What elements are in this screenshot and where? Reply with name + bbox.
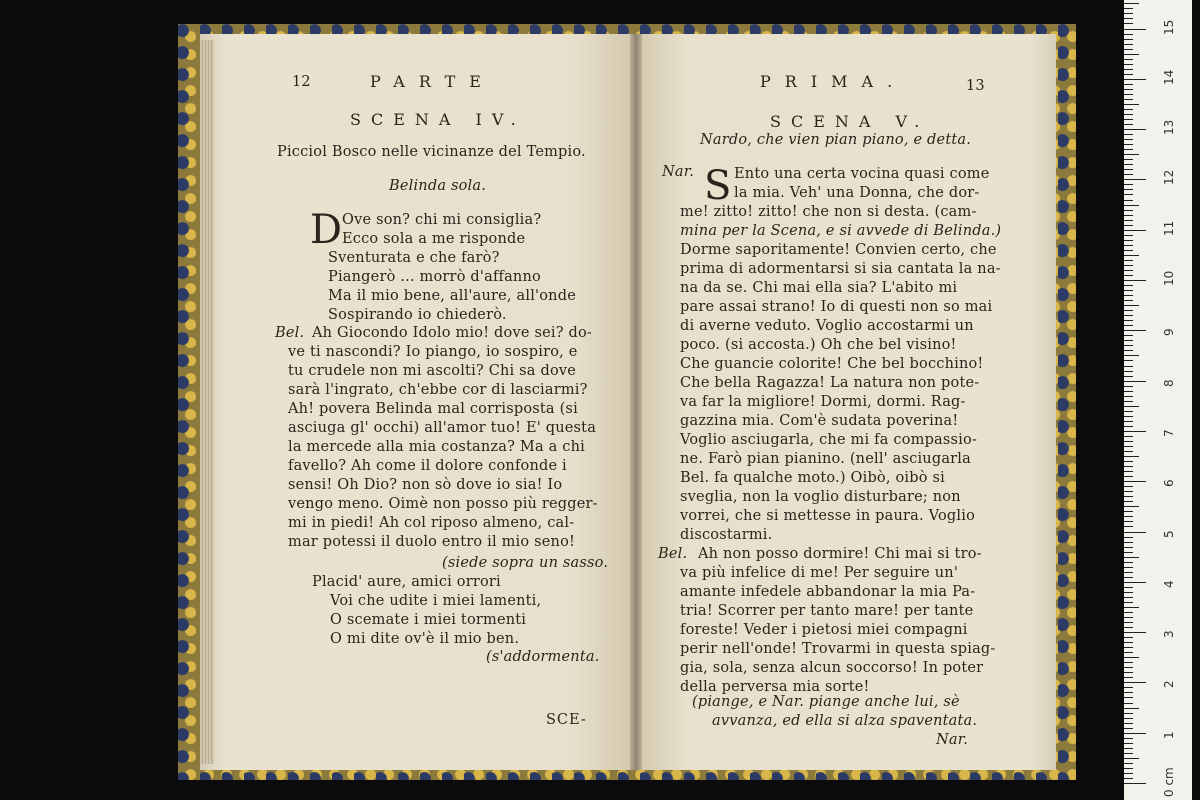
bel-line: della perversa mia sorte! [680,679,870,695]
ruler-tick [1124,320,1133,321]
ruler-tick [1124,13,1133,14]
ruler-tick [1124,315,1133,316]
speech-line: la mercede alla mia costanza? Ma a chi [288,439,585,455]
ruler-tick [1124,330,1146,331]
ruler-tick [1124,94,1133,95]
aria-line: Piangerò ... morrò d'affanno [328,269,541,285]
ruler-tick [1124,582,1146,583]
ruler-tick [1124,743,1133,744]
ruler-tick [1124,647,1133,648]
ruler-tick [1124,446,1133,447]
ruler-tick [1124,511,1133,512]
ruler-tick [1124,632,1146,633]
ruler-tick [1124,29,1146,30]
ruler-label: 3 [1162,630,1176,639]
ruler-tick [1124,179,1146,180]
ruler-tick [1124,230,1146,231]
ruler-tick [1124,335,1133,336]
ruler-tick [1124,516,1133,517]
ruler-tick [1124,667,1133,668]
book-gutter [630,34,642,770]
stage-direction: (s'addormenta. [486,649,600,665]
nar-line: Bel. fa qualche moto.) Oibò, oibò si [680,470,945,486]
left-running-head: PARTE [370,72,495,91]
ruler-tick [1124,350,1133,351]
ruler-tick [1124,8,1133,9]
page-edges [200,40,214,764]
ruler-tick [1124,74,1133,75]
ruler-tick [1124,526,1133,527]
character-note-right: Nardo, che vien pian piano, e detta. [700,132,972,148]
ruler-label: 12 [1162,170,1176,186]
ruler-tick [1124,692,1133,693]
aria-line: Sospirando io chiederò. [328,307,507,323]
ruler-tick [1124,109,1133,110]
speech-line: sensi! Oh Dio? non sò dove io sia! Io [288,477,563,493]
ruler-tick [1124,506,1139,507]
ruler-label: 0 cm [1162,767,1176,797]
ruler-tick [1124,305,1139,306]
aria-line: Ove son? chi mi consiglia? [342,212,542,228]
nar-line: Che bella Ragazza! La natura non pote- [680,375,980,391]
ruler-tick [1124,245,1133,246]
ruler-tick [1124,260,1133,261]
ruler-tick [1124,572,1133,573]
ruler-tick [1124,340,1133,341]
ruler-tick [1124,285,1133,286]
speech-line: ve ti nascondi? Io piango, io sospiro, e [288,344,578,360]
ruler-tick [1124,547,1133,548]
character-note-left: Belinda sola. [389,178,487,194]
ruler-tick [1124,451,1133,452]
ruler-label: 10 [1162,270,1176,286]
ruler-tick [1124,612,1133,613]
ruler-tick [1124,189,1133,190]
ruler-tick [1124,401,1133,402]
ruler-tick [1124,114,1133,115]
nar-line: ne. Farò pian pianino. (nell' asciugarla [680,451,971,467]
ruler-tick [1124,366,1133,367]
ruler-tick [1124,205,1139,206]
ruler-tick [1124,718,1133,719]
ruler-tick [1124,406,1139,407]
ruler-tick [1124,391,1133,392]
ruler-tick [1124,396,1133,397]
speech-line: mi in piedi! Ah col riposo almeno, cal- [288,515,575,531]
nar-line: poco. (si accosta.) Oh che bel visino! [680,337,957,353]
bel-line: amante infedele abbandonar la mia Pa- [680,584,976,600]
measuring-ruler [1124,0,1192,800]
ruler-tick [1124,587,1133,588]
speech-line: Ah! povera Belinda mal corrisposta (si [288,401,578,417]
ruler-tick [1124,39,1133,40]
stage-direction: (siede sopra un sasso. [442,555,609,571]
ruler-tick [1124,733,1146,734]
nar-line: gazzina mia. Com'è sudata poverina! [680,413,959,429]
ruler-tick [1124,476,1133,477]
ruler-tick [1124,79,1146,80]
ruler-tick [1124,617,1133,618]
ruler-tick [1124,69,1133,70]
ruler-tick [1124,360,1133,361]
ruler-tick [1124,84,1133,85]
ruler-tick [1124,265,1133,266]
ruler-tick [1124,703,1133,704]
ruler-tick [1124,723,1133,724]
ruler-tick [1124,728,1133,729]
nar-line: sveglia, non la voglio disturbare; non [680,489,961,505]
ruler-tick [1124,310,1133,311]
ruler-tick [1124,552,1133,553]
ruler-tick [1124,174,1133,175]
ruler-tick [1124,345,1133,346]
ruler-tick [1124,456,1139,457]
ruler-tick [1124,295,1133,296]
ruler-tick [1124,421,1133,422]
ruler-tick [1124,496,1133,497]
ruler-tick [1124,275,1133,276]
right-running-head: PRIMA. [760,72,907,91]
ruler-label: 9 [1162,328,1176,337]
ruler-tick [1124,753,1133,754]
ruler-tick [1124,371,1133,372]
speaker-bel: Bel. [275,325,305,341]
ruler-tick [1124,577,1133,578]
ruler-tick [1124,104,1139,105]
ruler-tick [1124,225,1133,226]
bel-line: gia, sola, senza alcun soccorso! In poter [680,660,984,676]
ruler-label: 5 [1162,529,1176,538]
ruler-label: 6 [1162,479,1176,488]
ruler-tick [1124,34,1133,35]
ruler-tick [1124,119,1133,120]
bel-line: tria! Scorrer per tanto mare! per tante [680,603,974,619]
ruler-tick [1124,557,1139,558]
ruler-tick [1124,652,1133,653]
nar-line: di averne veduto. Voglio accostarmi un [680,318,974,334]
ruler-label: 11 [1162,220,1176,236]
ruler-tick [1124,537,1133,538]
verse-line: Placid' aure, amici orrori [312,574,501,590]
open-book [196,34,1062,770]
ruler-tick [1124,461,1133,462]
ruler-tick [1124,748,1133,749]
nar-line: va far la migliore! Dormi, dormi. Rag- [680,394,966,410]
ruler-tick [1124,567,1133,568]
catchword-right: Nar. [936,732,969,748]
nar-line: prima di adormentarsi si sia cantata la na- [680,261,1001,277]
aria-line: Sventurata e che farò? [328,250,500,266]
ruler-tick [1124,300,1133,301]
speech-line: tu crudele non mi ascolti? Chi sa dove [288,363,577,379]
nar-line: discostarmi. [680,527,773,543]
nar-line: na da se. Chi mai ella sia? L'abito mi [680,280,958,296]
speech-line: asciuga gl' occhi) all'amor tuo! E' questa [288,420,597,436]
ruler-tick [1124,708,1139,709]
ruler-tick [1124,169,1133,170]
aria-line: Ecco sola a me risponde [342,231,526,247]
ruler-tick [1124,436,1133,437]
ruler-tick [1124,154,1139,155]
ruler-tick [1124,783,1146,784]
ruler-tick [1124,376,1133,377]
ruler-tick [1124,597,1133,598]
ruler-tick [1124,441,1133,442]
ruler-tick [1124,270,1133,271]
ruler-tick [1124,3,1139,4]
ruler-tick [1124,768,1133,769]
ruler-label: 14 [1162,69,1176,85]
ruler-tick [1124,416,1133,417]
left-page [200,34,636,770]
nar-line: la mia. Veh' una Donna, che dor- [734,185,980,201]
nar-line: Che guancie colorite! Che bel bocchino! [680,356,984,372]
ruler-tick [1124,763,1133,764]
ruler-tick [1124,622,1133,623]
ruler-tick [1124,194,1133,195]
ruler-tick [1124,235,1133,236]
ruler-tick [1124,431,1146,432]
ruler-tick [1124,250,1133,251]
ruler-tick [1124,738,1133,739]
nar-line: me! zitto! zitto! che non si desta. (cam- [680,204,977,220]
ruler-tick [1124,682,1146,683]
ruler-tick [1124,290,1133,291]
ruler-tick [1124,687,1133,688]
ruler-tick [1124,134,1133,135]
ruler-tick [1124,164,1133,165]
ruler-tick [1124,426,1133,427]
ruler-tick [1124,637,1133,638]
scene-title-v: SCENA V. [770,112,930,131]
ruler-tick [1124,778,1133,779]
ruler-tick [1124,471,1133,472]
nar-line: Voglio asciugarla, che mi fa compassio- [680,432,978,448]
ruler-tick [1124,758,1139,759]
ruler-tick [1124,481,1146,482]
drop-cap-s: S [704,163,732,209]
speech-line: mar potessi il duolo entro il mio seno! [288,534,576,550]
ruler-tick [1124,18,1133,19]
ruler-label: 13 [1162,119,1176,136]
ruler-tick [1124,159,1133,160]
ruler-tick [1124,280,1146,281]
right-page-number: 13 [966,78,985,94]
ruler-tick [1124,386,1133,387]
ruler-tick [1124,355,1139,356]
ruler-tick [1124,215,1133,216]
ruler-tick [1124,59,1133,60]
ruler-tick [1124,521,1133,522]
ruler-tick [1124,501,1133,502]
ruler-tick [1124,124,1133,125]
speech-line: favello? Ah come il dolore confonde i [288,458,567,474]
ruler-tick [1124,64,1133,65]
ruler-tick [1124,657,1139,658]
ruler-tick [1124,411,1133,412]
nar-line: pare assai strano! Io di questi non so mai [680,299,993,315]
ruler-tick [1124,89,1133,90]
speaker-nar: Nar. [662,164,695,180]
scene-setting: Picciol Bosco nelle vicinanze del Tempio. [277,144,586,160]
ruler-tick [1124,23,1133,24]
aria-line: Ma il mio bene, all'aure, all'onde [328,288,576,304]
ruler-tick [1124,662,1133,663]
ruler-tick [1124,149,1133,150]
bel-line: foreste! Veder i pietosi miei compagni [680,622,968,638]
verse-line: O mi dite ov'è il mio ben. [330,631,520,647]
ruler-tick [1124,49,1133,50]
ruler-tick [1124,129,1146,130]
ruler-tick [1124,672,1133,673]
ruler-label: 8 [1162,378,1176,387]
speech-line: Ah Giocondo Idolo mio! dove sei? do- [312,325,592,341]
ruler-tick [1124,325,1133,326]
ruler-tick [1124,220,1133,221]
ruler-tick [1124,255,1139,256]
ruler-tick [1124,381,1146,382]
bel-line: Ah non posso dormire! Chi mai si tro- [698,546,982,562]
nar-line: Ento una certa vocina quasi come [734,166,990,182]
ruler-tick [1124,642,1133,643]
ruler-tick [1124,602,1133,603]
left-page-number: 12 [292,74,311,90]
ruler-tick [1124,184,1133,185]
aria-drop-cap: D [310,207,343,253]
ruler-tick [1124,54,1139,55]
ruler-tick [1124,713,1133,714]
right-page [636,34,1056,770]
ruler-tick [1124,592,1133,593]
ruler-tick [1124,562,1133,563]
ruler-tick [1124,240,1133,241]
ruler-tick [1124,627,1133,628]
ruler-label: 4 [1162,580,1176,588]
ruler-tick [1124,773,1133,774]
ruler-tick [1124,466,1133,467]
catchword-left: SCE- [546,712,587,728]
ruler-tick [1124,139,1133,140]
stage-direction-right: avvanza, ed ella si alza spaventata. [712,713,978,729]
ruler-label: 7 [1162,429,1176,437]
ruler-tick [1124,200,1133,201]
verse-line: Voi che udite i miei lamenti, [330,593,542,609]
ruler-tick [1124,486,1133,487]
ruler-tick [1124,677,1133,678]
ruler-tick [1124,44,1133,45]
scene-title-iv: SCENA IV. [350,110,526,129]
ruler-label: 1 [1162,731,1176,739]
ruler-tick [1124,491,1133,492]
nar-line: mina per la Scena, e si avvede di Belinda.) [680,223,1002,239]
ruler-tick [1124,542,1133,543]
stage-direction-right: (piange, e Nar. piange anche lui, sè [692,694,960,710]
verse-line: O scemate i miei tormenti [330,612,527,628]
ruler-tick [1124,532,1146,533]
nar-line: vorrei, che si mettesse in paura. Voglio [680,508,975,524]
speech-line: sarà l'ingrato, ch'ebbe cor di lasciarmi? [288,382,588,398]
ruler-tick [1124,210,1133,211]
nar-line: Dorme saporitamente! Convien certo, che [680,242,997,258]
speaker-bel-right: Bel. [658,546,688,562]
ruler-tick [1124,697,1133,698]
speech-line: vengo meno. Oimè non posso più regger- [288,496,598,512]
bel-line: va più infelice di me! Per seguire un' [680,565,959,581]
ruler-tick [1124,607,1139,608]
bel-line: perir nell'onde! Trovarmi in questa spiag- [680,641,996,657]
ruler-label: 15 [1162,19,1176,35]
ruler-label: 2 [1162,680,1176,689]
ruler-tick [1124,144,1133,145]
ruler-tick [1124,99,1133,100]
